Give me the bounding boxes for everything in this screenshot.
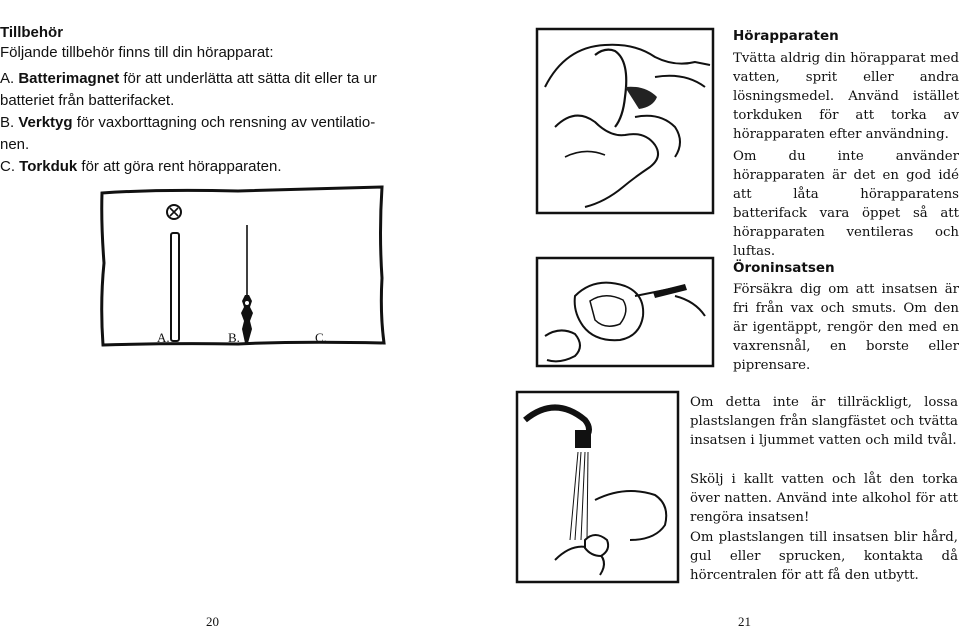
intro-text: Följande tillbehör finns till din hörapparat:: [0, 44, 274, 61]
oroninsatsen-paragraph-1: Försäkra dig om att insatsen är fri från vax och smuts. Om den är igentäppt, rengör den med en vaxrensnål, en borste eller piprensare.: [733, 282, 959, 373]
page-number-right: 21: [738, 614, 751, 629]
section3-paragraph-1: Om detta inte är tillräckligt, lossa plastslangen från slangfästet och tvätta insatsen i ljummet vatten och mild tvål.: [690, 395, 958, 448]
list-item: C. Torkduk för att göra rent hörapparaten.: [0, 158, 282, 175]
label-c: C.: [315, 330, 327, 345]
horapparaten-paragraph-2: Om du inte använder hörapparaten är det en god idé att låta hörapparatens batterifack vara öppet så att hörapparaten ventileras och luftas.: [733, 149, 959, 259]
section-heading-oroninsatsen: Öroninsatsen: [733, 260, 835, 276]
accessory-list: [0, 68, 392, 178]
washing-under-tap-illustration: [515, 390, 680, 585]
section-heading-horapparaten: Hörapparaten: [733, 28, 839, 44]
hearing-aid-cleaning-illustration: [535, 27, 715, 217]
cloth-outline: [102, 187, 384, 345]
list-item: A. Batterimagnet för att underlätta att sätta dit eller ta ur batteriet från batterifacket.: [0, 70, 377, 109]
label-b: B.: [228, 330, 240, 345]
earmould-cleaning-illustration: [535, 256, 715, 368]
section3-paragraph-3: Om plastslangen till insatsen blir hård, gul eller sprucken, kontakta då hörcentralen för att få den utbytt.: [690, 530, 958, 583]
battery-magnet-stick: [171, 233, 179, 341]
label-a: A.: [157, 330, 170, 345]
list-item: B. Verktyg för vaxborttagning och rensning av ventilatio-nen.: [0, 114, 376, 153]
page-number-left: 20: [206, 614, 219, 629]
section3-paragraph-2: Skölj i kallt vatten och låt den torka över natten. Använd inte alkohol för att rengöra insatsen!: [690, 472, 958, 525]
horapparaten-paragraph-1: Tvätta aldrig din hörapparat med vatten, sprit eller andra lösningsmedel. Använd istället torkduken för att torka av hörapparaten efter användning.: [733, 51, 959, 142]
accessories-illustration: [98, 183, 388, 348]
page-title: Tillbehör: [0, 24, 64, 41]
